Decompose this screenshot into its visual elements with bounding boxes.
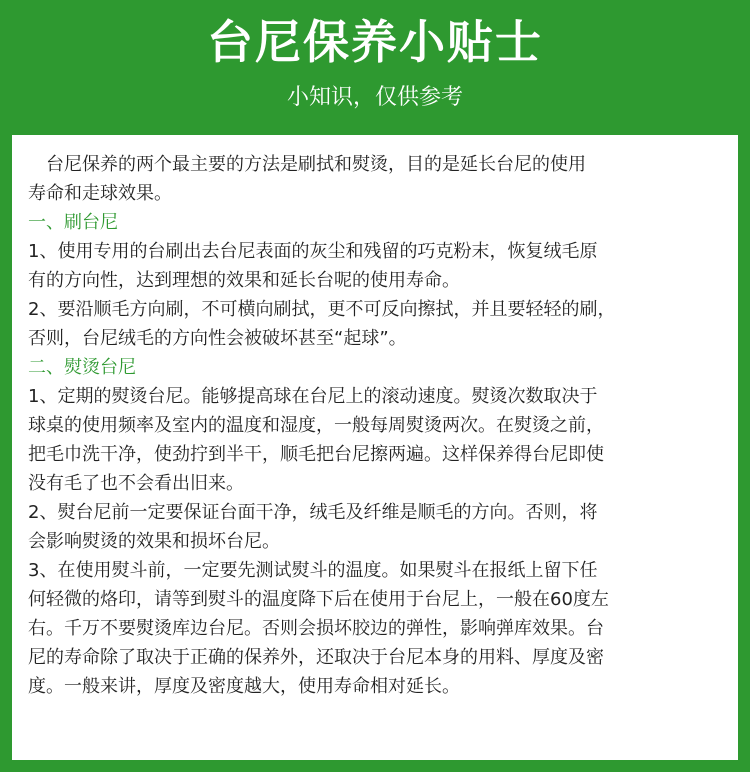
section2-line: 何轻微的烙印，请等到熨斗的温度降下后在使用于台尼上，一般在60度左: [28, 589, 609, 610]
section2-line: 尼的寿命除了取决于正确的保养外，还取决于台尼本身的用料、厚度及密: [28, 647, 604, 668]
section2-line: 把毛巾洗干净，使劲拧到半干，顺毛把台尼擦两遍。这样保养得台尼即使: [28, 444, 604, 465]
section2-line: 3、在使用熨斗前，一定要先测试熨斗的温度。如果熨斗在报纸上留下任: [28, 560, 598, 581]
section2-line: 1、定期的熨烫台尼。能够提高球在台尼上的滚动速度。熨烫次数取决于: [28, 386, 598, 407]
section2-line: 会影响熨烫的效果和损坏台尼。: [28, 531, 280, 552]
section2-line: 度。一般来讲，厚度及密度越大，使用寿命相对延长。: [28, 676, 460, 697]
section1-line: 否则，台尼绒毛的方向性会被破坏甚至“起球”。: [28, 328, 407, 349]
section1-line: 1、使用专用的台刷出去台尼表面的灰尘和残留的巧克粉末，恢复绒毛原: [28, 241, 598, 262]
section2-line: 球桌的使用频率及室内的温度和湿度，一般每周熨烫两次。在熨烫之前，: [28, 415, 604, 436]
content-panel: [12, 135, 738, 760]
section-heading-brushing: 一、刷台尼: [28, 212, 118, 233]
section2-line: 2、熨台尼前一定要保证台面干净，绒毛及纤维是顺毛的方向。否则，将: [28, 502, 598, 523]
intro-line: 寿命和走球效果。: [28, 183, 172, 204]
intro-line: 台尼保养的两个最主要的方法是刷拭和熨烫，目的是延长台尼的使用: [46, 154, 586, 175]
header-banner: [0, 0, 750, 135]
section1-line: 有的方向性，达到理想的效果和延长台呢的使用寿命。: [28, 270, 460, 291]
section2-line: 右。千万不要熨烫库边台尼。否则会损坏胶边的弹性，影响弹库效果。台: [28, 618, 604, 639]
section2-line: 没有毛了也不会看出旧来。: [28, 473, 244, 494]
section-heading-ironing: 二、熨烫台尼: [28, 357, 136, 378]
section1-line: 2、要沿顺毛方向刷，不可横向刷拭，更不可反向擦拭，并且要轻轻的刷，: [28, 299, 616, 320]
page-title: 台尼保养小贴士: [207, 15, 543, 69]
page-subtitle: 小知识，仅供参考: [286, 85, 463, 110]
